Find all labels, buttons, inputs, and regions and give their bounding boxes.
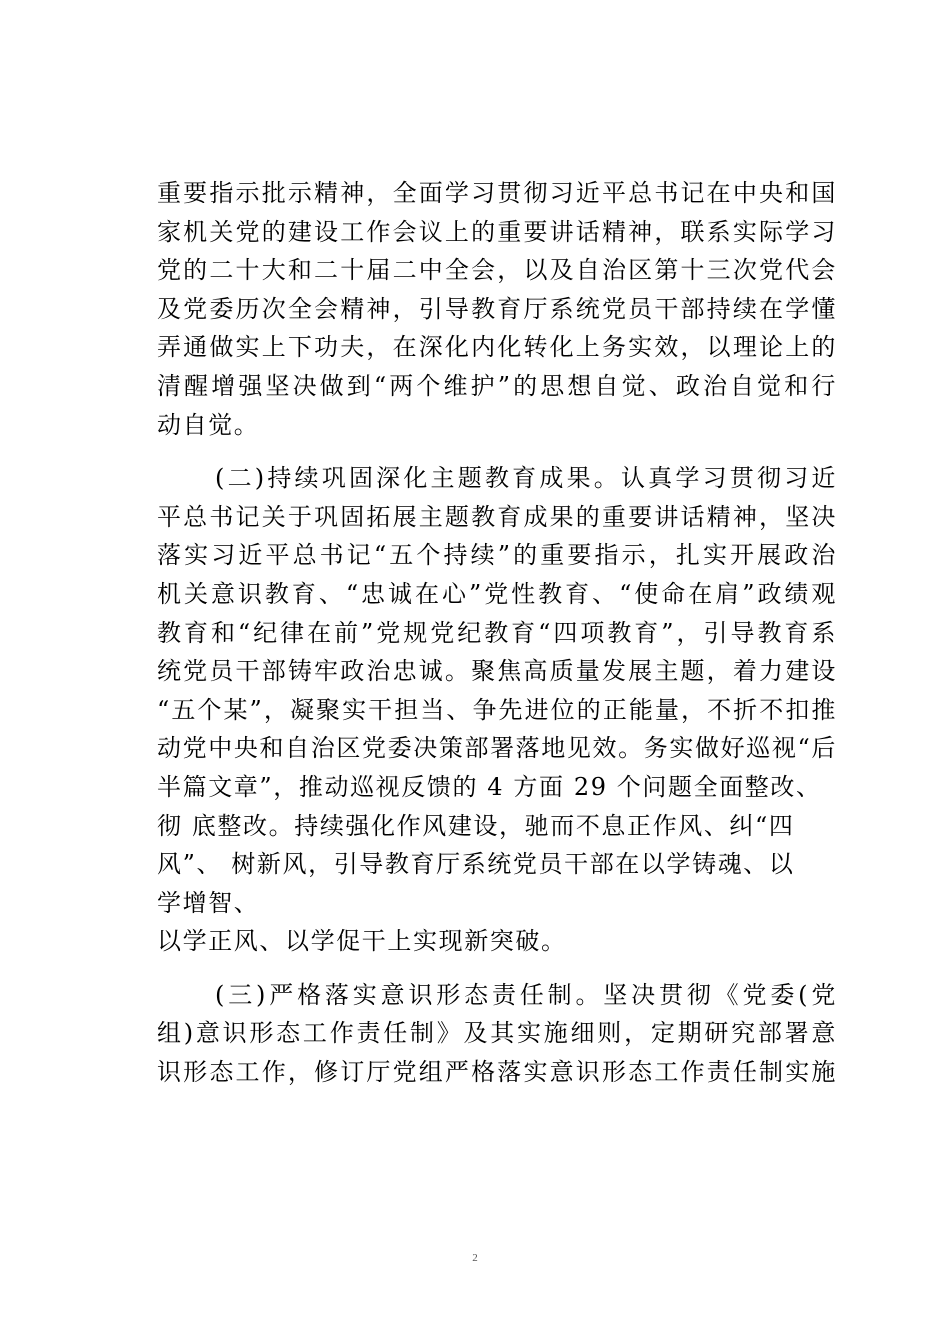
- page-number: 2: [472, 1252, 478, 1264]
- text-line: 组)意识形态工作责任制》及其实施细则，定期研究部署意: [157, 1019, 837, 1048]
- text-line: 家机关党的建设工作会议上的重要讲话精神，联系实际学习: [157, 217, 837, 246]
- text-line: (三)严格落实意识形态责任制。坚决贯彻《党委(党: [215, 980, 837, 1009]
- text-line: 落实习近平总书记“五个持续”的重要指示，扎实开展政治: [157, 541, 837, 570]
- body-text: [157, 174, 837, 1092]
- paragraph-1: [157, 174, 837, 444]
- text-line: 平总书记关于巩固拓展主题教育成果的重要讲话精神，坚决: [157, 502, 837, 531]
- text-line: 及党委历次全会精神，引导教育厅系统党员干部持续在学懂: [157, 294, 837, 323]
- text-line: 弄通做实上下功夫，在深化内化转化上务实效，以理论上的: [157, 333, 837, 362]
- paragraph-gap: [157, 961, 837, 976]
- text-line: 风”、 树新风，引导教育厅系统党员干部在以学铸魂、以: [157, 850, 795, 879]
- text-line: 动党中央和自治区党委决策部署落地见效。务实做好巡视“后: [157, 734, 837, 763]
- text-line: 动自觉。: [157, 410, 260, 439]
- text-line: 机关意识教育、“忠诚在心”党性教育、“使命在肩”政绩观: [157, 579, 837, 608]
- text-line: 统党员干部铸牢政治忠诚。聚焦高质量发展主题，着力建设: [157, 657, 837, 686]
- paragraph-3: [157, 976, 837, 1092]
- paragraph-2: [157, 459, 837, 961]
- text-line: 半篇文章”，推动巡视反馈的 4 方面 29 个问题全面整改、: [157, 772, 822, 801]
- text-line: 教育和“纪律在前”党规党纪教育“四项教育”，引导教育系: [157, 618, 837, 647]
- text-line: 重要指示批示精神，全面学习贯彻习近平总书记在中央和国: [157, 179, 837, 207]
- text-line: 党的二十大和二十届二中全会，以及自治区第十三次党代会: [157, 256, 837, 285]
- text-line: 彻 底整改。持续强化作风建设，驰而不息正作风、纠“四: [157, 811, 795, 840]
- text-line: 学增智、: [157, 888, 260, 917]
- text-line: 识形态工作，修订厅党组严格落实意识形态工作责任制实施: [157, 1058, 837, 1087]
- text-line: 以学正风、以学促干上实现新突破。: [157, 927, 567, 956]
- text-line: 清醒增强坚决做到“两个维护”的思想自觉、政治自觉和行: [157, 371, 837, 400]
- paragraph-gap: [157, 444, 837, 459]
- text-line: “五个某”，凝聚实干担当、争先进位的正能量，不折不扣推: [157, 695, 837, 724]
- text-line: (二)持续巩固深化主题教育成果。认真学习贯彻习近: [215, 464, 837, 493]
